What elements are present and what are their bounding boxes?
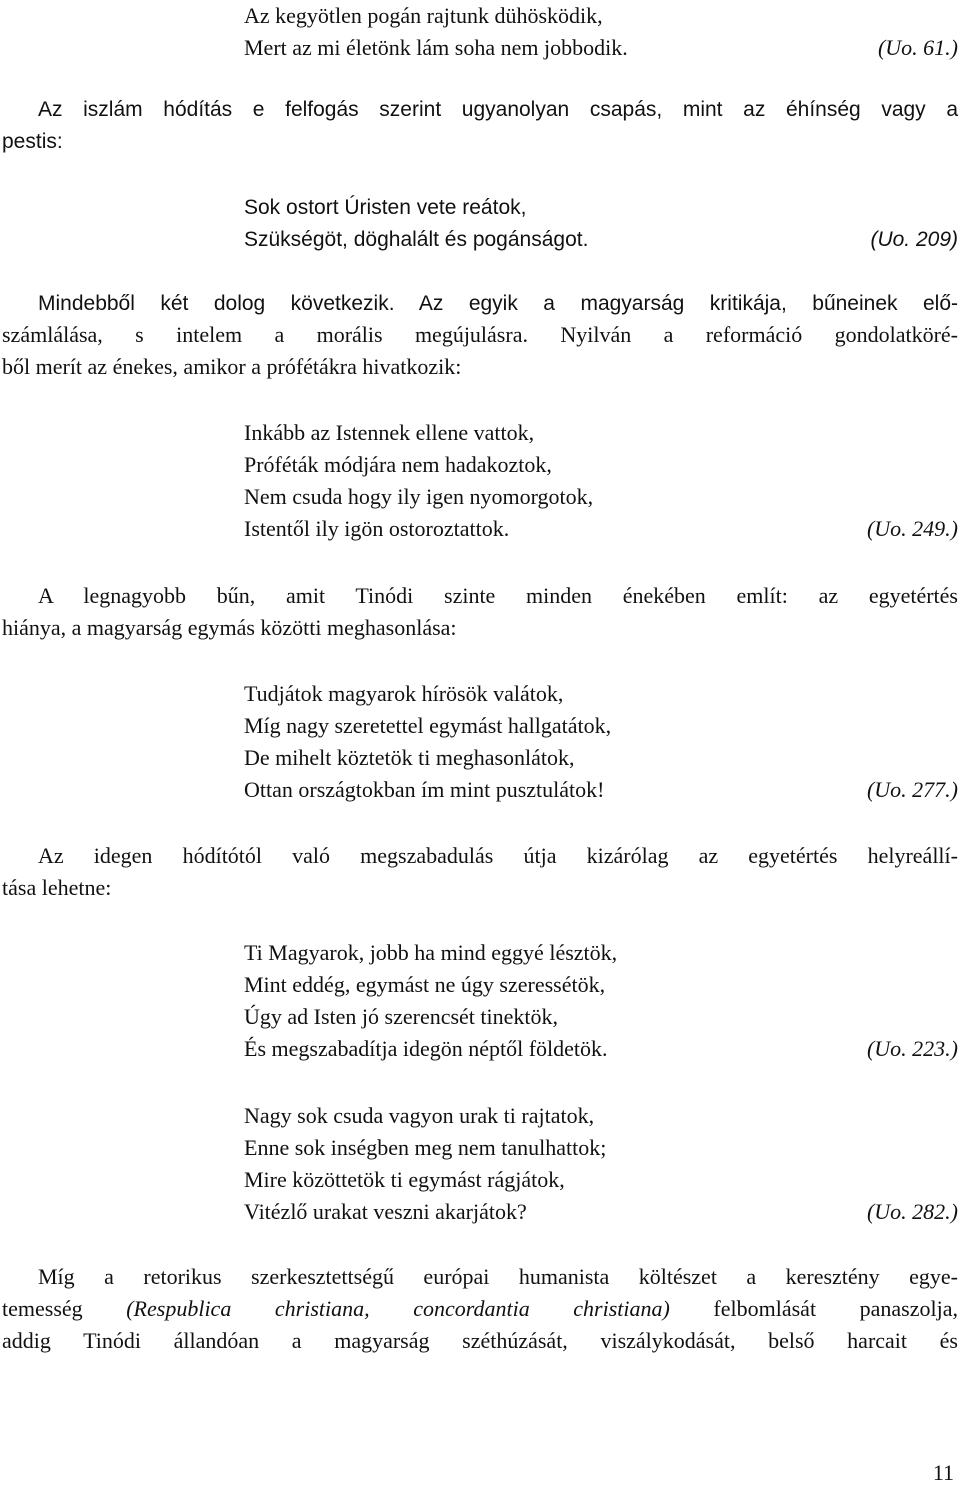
verse-line: Sok ostort Úristen vete reátok, [244, 196, 527, 219]
verse-line [244, 1196, 960, 1228]
verse-line: Mint eddég, egymást ne úgy szeressétök, [244, 972, 606, 997]
verse-line-text: Ottan országtokban ím mint pusztulátok! [244, 777, 605, 802]
paragraph-line: addig Tinódi állandóan a magyarság széthúzását, viszálykodását, belső harcait és [2, 1328, 958, 1353]
paragraph [2, 840, 958, 904]
verse-quote [244, 417, 960, 545]
citation-reference: (Uo. 282.) [866, 1199, 958, 1224]
verse-quote [244, 937, 960, 1065]
verse-line: Úgy ad Isten jó szerencsét tinektök, [244, 1004, 559, 1029]
verse-line [244, 774, 960, 806]
verse-line: Próféták módjára nem hadakoztok, [244, 452, 552, 477]
citation-reference: (Uo. 61.) [877, 35, 958, 60]
paragraph-line: Az idegen hódítótól való megszabadulás útja kizárólag az egyetértés helyreállí- [38, 843, 958, 868]
paragraph-line: Míg a retorikus szerkesztettségű európai humanista költészet a keresztény egye- [38, 1264, 958, 1289]
paragraph-line: Mindebből két dolog következik. Az egyik a magyarság kritikája, bűneinek elő- [38, 292, 958, 315]
verse-line: Míg nagy szeretettel egymást hallgatátok, [244, 713, 612, 738]
verse-line: Az kegyötlen pogán rajtunk dühösködik, [244, 3, 603, 28]
paragraph [2, 1261, 958, 1357]
paragraph-line: tása lehetne: [2, 875, 112, 900]
paragraph [2, 287, 958, 383]
citation-reference: (Uo. 249.) [866, 516, 958, 541]
verse-line: Tudjátok magyarok hírösök valátok, [244, 681, 564, 706]
verse-line: De mihelt köztetök ti meghasonlátok, [244, 745, 575, 770]
verse-line-text: Vitézlő urakat veszni akarjátok? [244, 1199, 527, 1224]
verse-line: Nagy sok csuda vagyon urak ti rajtatok, [244, 1103, 595, 1128]
paragraph [2, 94, 958, 158]
paragraph-line: pestis: [2, 130, 63, 153]
verse-quote [244, 0, 960, 64]
paragraph-line: ből merít az énekes, amikor a prófétákra hivatkozik: [2, 354, 462, 379]
citation-reference: (Uo. 209) [870, 228, 958, 251]
verse-line: Inkább az Istennek ellene vattok, [244, 420, 535, 445]
page-number: 11 [932, 1460, 954, 1485]
paragraph-line: temesség (Respublica christiana, concordantia christiana) felbomlását panaszolja, [2, 1296, 958, 1321]
verse-quote [244, 678, 960, 806]
paragraph-line: hiánya, a magyarság egymás közötti meghasonlása: [2, 615, 457, 640]
citation-reference: (Uo. 223.) [866, 1036, 958, 1061]
verse-line [244, 32, 960, 64]
paragraph-line: számlálása, s intelem a morális megújulásra. Nyilván a reformáció gondolatköré- [2, 322, 958, 347]
verse-line [244, 1033, 960, 1065]
verse-line [244, 224, 960, 256]
verse-line: Mire közöttetök ti egymást rágjátok, [244, 1167, 565, 1192]
verse-line-text: És megszabadítja idegön néptől földetök. [244, 1036, 608, 1061]
verse-line: Enne sok inségben meg nem tanulhattok; [244, 1135, 607, 1160]
verse-line [244, 513, 960, 545]
verse-quote [244, 1100, 960, 1228]
latin-phrase: (Respublica christiana, concordantia christiana) [126, 1296, 670, 1321]
verse-line: Ti Magyarok, jobb ha mind eggyé lésztök, [244, 940, 618, 965]
verse-line-text: Szükségöt, döghalált és pogánságot. [244, 228, 589, 251]
verse-line-text: Istentől ily igön ostoroztattok. [244, 516, 510, 541]
verse-line-text: Mert az mi életönk lám soha nem jobbodik. [244, 35, 628, 60]
paragraph-line: Az iszlám hódítás e felfogás szerint ugyanolyan csapás, mint az éhínség vagy a [38, 98, 958, 121]
verse-quote [244, 192, 960, 256]
citation-reference: (Uo. 277.) [866, 777, 958, 802]
verse-line: Nem csuda hogy ily igen nyomorgotok, [244, 484, 594, 509]
paragraph-line: A legnagyobb bűn, amit Tinódi szinte minden énekében említ: az egyetértés [38, 583, 958, 608]
paragraph [2, 580, 958, 644]
